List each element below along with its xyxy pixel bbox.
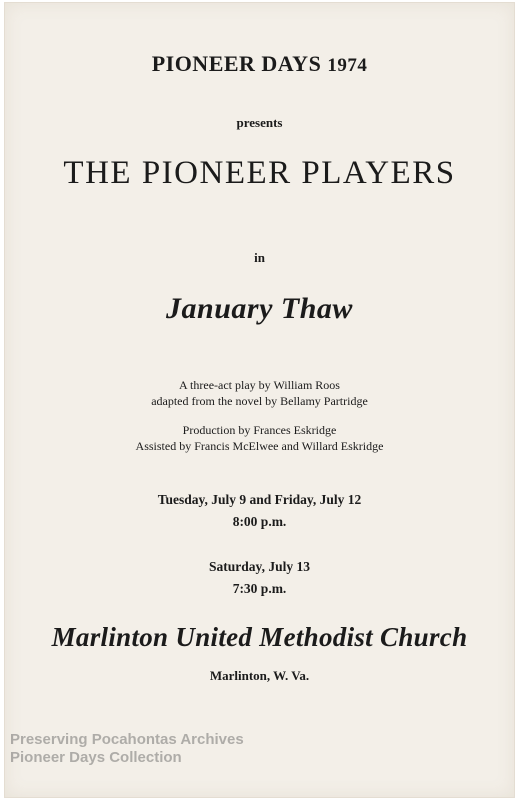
event-title (4, 51, 515, 77)
watermark-line-2: Pioneer Days Collection (10, 749, 182, 766)
credit-production: Production by Frances Eskridge (182, 423, 337, 437)
watermark-line-1: Preserving Pocahontas Archives (10, 731, 244, 748)
program-page (4, 2, 515, 798)
presents-text: presents (236, 115, 283, 130)
credit-assistants: Assisted by Francis McElwee and Willard Eskridge (135, 439, 384, 453)
venue-name: Marlinton United Methodist Church (51, 622, 468, 652)
in-text: in (254, 250, 265, 265)
event-year: 1974 (327, 55, 368, 76)
credit-adaptation: adapted from the novel by Bellamy Partridge (151, 394, 368, 408)
performance-date-2: Saturday, July 13 (209, 559, 310, 574)
credit-author: A three-act play by William Roos (179, 378, 340, 392)
archive-watermark (10, 731, 244, 767)
performance-dates-1: Tuesday, July 9 and Friday, July 12 (157, 492, 362, 507)
venue-location: Marlinton, W. Va. (209, 668, 310, 683)
performance-time-2: 7:30 p.m. (232, 581, 287, 596)
event-name: PIONEER DAYS (151, 51, 322, 76)
performance-time-1: 8:00 p.m. (232, 514, 287, 529)
company-name: THE PIONEER PLAYERS (63, 155, 456, 191)
play-title: January Thaw (166, 292, 353, 325)
